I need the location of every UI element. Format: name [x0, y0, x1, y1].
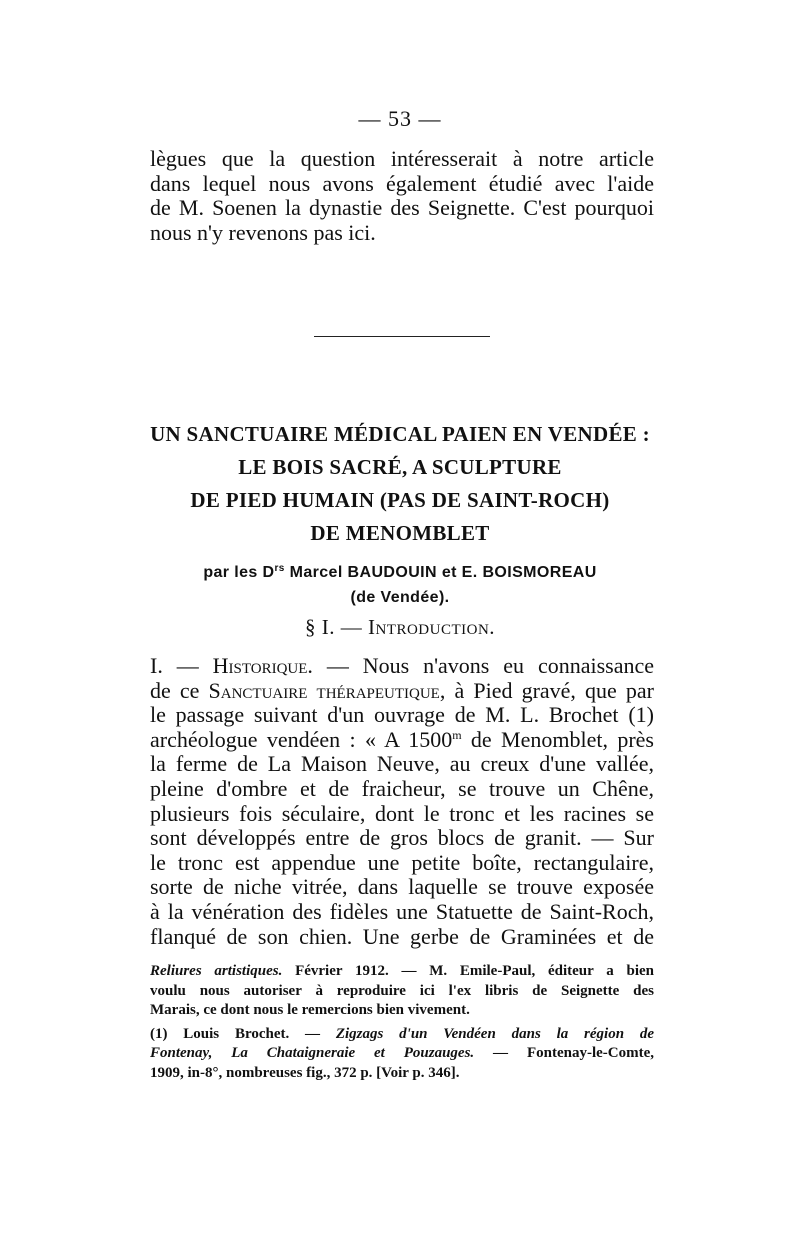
authors-names: Marcel BAUDOUIN et E. BOISMOREAU	[284, 564, 597, 581]
text-line: le tronc est appendue une petite boîte, rectangulaire,	[150, 849, 654, 875]
footnote-line	[150, 1044, 654, 1064]
text-line: lègues que la question intéresserait à notre article	[150, 146, 654, 171]
italic-fragment: Reliures artistiques.	[150, 963, 283, 979]
text-line: nous n'y revenons pas ici.	[150, 219, 376, 245]
text-fragment: Février 1912. — M. Emile-Paul, éditeur a bien	[282, 963, 654, 979]
text-line: flanqué de son chien. Une gerbe de Graminées et de	[150, 923, 654, 949]
text-fragment: de ce	[150, 677, 209, 703]
title-line: DE PIED HUMAIN (PAS DE SAINT-ROCH)	[190, 488, 610, 512]
authors-prefix: par les D	[203, 564, 275, 581]
section-marker: § I. —	[304, 615, 368, 639]
footnote-line	[150, 962, 654, 982]
title-line: LE BOIS SACRÉ, A SCULPTURE	[238, 455, 562, 479]
footnote-line	[150, 1025, 654, 1045]
text-line: de M. Soenen la dynastie des Seignette. C'est pourquoi	[150, 195, 654, 221]
text-line: sont développés entre de gros blocs de granit. — Sur	[150, 825, 654, 851]
footnote-line: 1909, in-8°, nombreuses fig., 372 p. [Voir p. 346].	[150, 1064, 460, 1081]
text-line: dans lequel nous avons également étudié avec l'aide	[150, 170, 654, 196]
text-line: la ferme de La Maison Neuve, au creux d'une vallée,	[150, 751, 654, 777]
italic-fragment: Fontenay, La Chataigneraie et Pouzauges.	[150, 1045, 475, 1062]
text-fragment: de Menomblet, près	[461, 726, 654, 752]
text-fragment: archéologue vendéen : « A 1500	[150, 726, 453, 752]
text-fragment: — Nous n'avons eu connaissance	[312, 653, 655, 678]
text-line: plusieurs fois séculaire, dont le tronc et les racines se	[150, 800, 654, 826]
title-line: DE MENOMBLET	[310, 521, 490, 545]
lead-label: I. — Historique.	[150, 653, 313, 678]
authors-line	[140, 556, 660, 585]
superscript: m	[452, 727, 462, 742]
section-label: Introduction.	[367, 615, 496, 639]
text-line: sorte de niche vitrée, dans laquelle se trouve exposée	[150, 874, 654, 900]
section-divider	[314, 336, 490, 337]
authors-affiliation: (de Vendée).	[350, 589, 450, 606]
text-fragment: (1) Louis Brochet. —	[150, 1025, 336, 1042]
footnotes	[150, 962, 654, 1084]
text-line: pleine d'ombre et de fraicheur, se trouve un Chêne,	[150, 775, 654, 801]
footnote-line: voulu nous autoriser à reproduire ici l'ex libris de Seignette des	[150, 982, 654, 999]
title-line: UN SANCTUAIRE MÉDICAL PAIEN EN VENDÉE :	[150, 422, 650, 446]
article-authors	[140, 556, 660, 610]
article-title	[140, 418, 660, 550]
intro-paragraph	[150, 147, 654, 245]
italic-fragment: Zigzags d'un Vendéen dans la région de	[335, 1025, 655, 1042]
footnote-line: Marais, ce dont nous le remercions bien vivement.	[150, 1002, 470, 1019]
text-line	[150, 679, 654, 704]
page-number: — 53 —	[358, 106, 442, 131]
section-heading	[0, 615, 800, 640]
small-caps-fragment: thérapeutique	[307, 677, 440, 703]
text-fragment: — Fontenay-le-Comte,	[474, 1045, 654, 1062]
small-caps-fragment: Sanctuaire	[208, 677, 308, 703]
text-line: le passage suivant d'un ouvrage de M. L. Brochet (1)	[150, 702, 654, 728]
text-line	[150, 654, 654, 679]
text-line	[150, 728, 654, 753]
text-fragment: , à Pied gravé, que par	[439, 677, 654, 703]
text-line: à la vénération des fidèles une Statuette de Saint-Roch,	[150, 898, 654, 924]
main-paragraph	[150, 654, 654, 949]
authors-prefix-sup: rs	[274, 563, 285, 574]
